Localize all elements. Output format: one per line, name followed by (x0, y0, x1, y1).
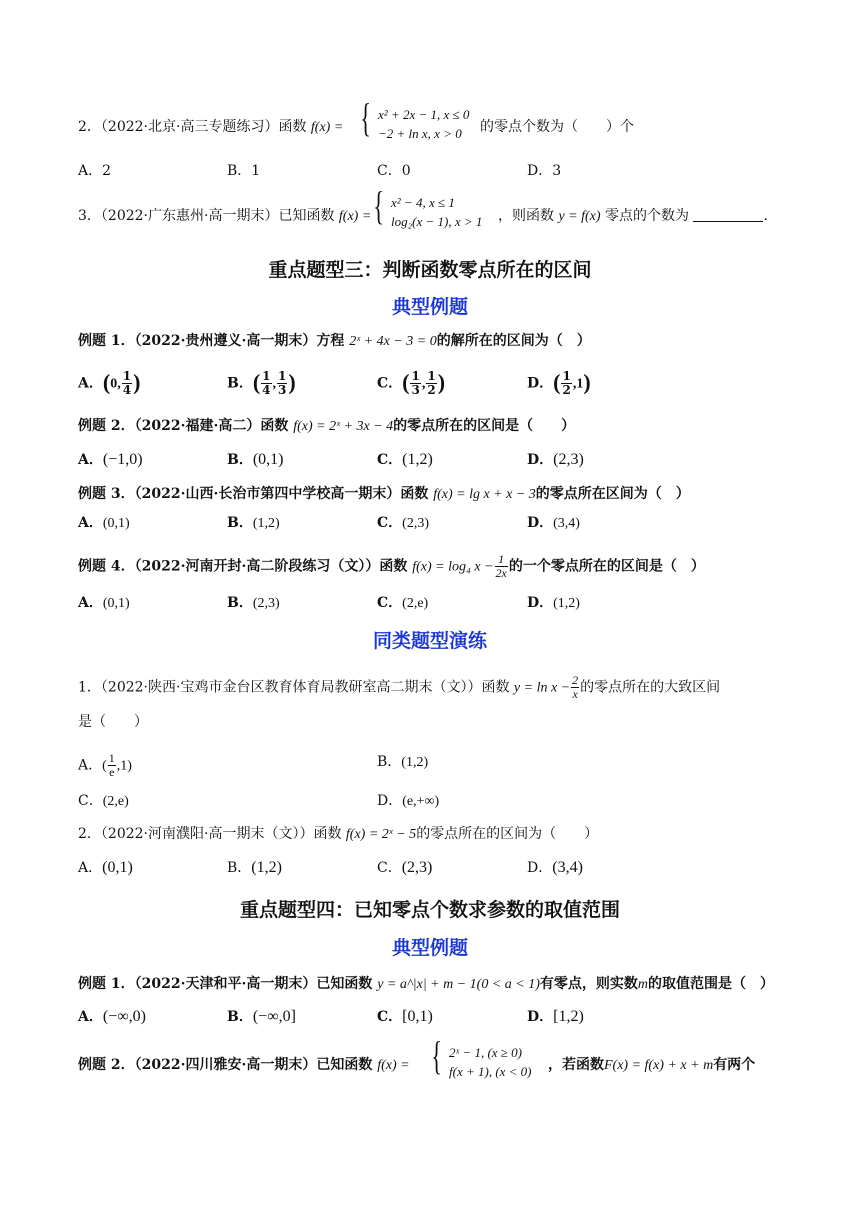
practice-2 (78, 824, 598, 845)
period: . (763, 208, 768, 224)
subsection-title: 同类题型演练 (372, 630, 487, 652)
problem-tail: 的零点所在的大致区间 (580, 679, 721, 696)
function-expr: y = f(x) (558, 209, 601, 224)
example-label: 例题 2．（2022·四川雅安·高一期末）已知函数 (78, 1057, 373, 1073)
option-label: B． (227, 375, 253, 392)
option-label: C． (377, 452, 403, 468)
q2-option-a (78, 858, 133, 878)
option-label: C． (377, 860, 402, 876)
option-value: (0,1) (102, 859, 133, 876)
option-value: [1,2) (553, 1008, 584, 1025)
q2-option-c (377, 858, 432, 878)
ex4-option-c (377, 593, 428, 614)
piecewise-brace: { (431, 1033, 442, 1078)
q2-option-b (227, 858, 282, 878)
q1-option-c (78, 791, 129, 812)
ex4-option-b (227, 593, 280, 614)
problem-number: 3． (78, 208, 101, 224)
option-value: (2,3) (252, 596, 280, 611)
option-value: [0,1) (402, 1008, 433, 1025)
example-4: 例题 4．（2022·河南开封·高二阶段练习（文））函数 f(x) = log₄ x − $\frac{1}{2x}$ 的一个零点所在的区间是（ ） (78, 552, 705, 580)
sec4-ex1-option-d (527, 1007, 584, 1027)
ex1-option-d: D．( $\frac{1}{2}$ ,1) (527, 369, 591, 397)
problem-number: 1． (78, 679, 101, 696)
option-label: C． (78, 793, 103, 809)
ex3-option-a (78, 513, 130, 534)
option-label: D． (377, 793, 403, 809)
equation: f(x) = lg x + x − 3 (433, 487, 536, 502)
case-1: 2ˣ − 1, (x ≥ 0) (449, 1045, 523, 1060)
ex2-option-b (227, 450, 284, 470)
option-label: D． (527, 595, 554, 611)
ex1-option-a: A．(0, $\frac{1}{4}$ ) (78, 369, 141, 397)
equation: f(x) = 2ˣ − 5 (345, 827, 417, 842)
example-1 (78, 331, 591, 352)
problem-number: 2． (78, 826, 101, 842)
option-label: C． (377, 595, 403, 611)
option-label: C． (377, 515, 403, 531)
problem-tail: 的零点所在的区间为（ ） (416, 826, 599, 842)
function-label: f(x) = (377, 1058, 410, 1073)
option-value: (1,2) (401, 755, 429, 770)
q1-option-b (377, 752, 428, 773)
q2-option-d (527, 858, 583, 878)
example-label: 例题 3．（2022·山西·长治市第四中学校高一期末）函数 (78, 486, 429, 502)
option-value: (−∞,0] (252, 1008, 296, 1025)
option-value: (e,+∞) (402, 794, 440, 809)
option-value: (0,1) (102, 516, 130, 531)
tail-text: ，则函数 (498, 208, 554, 224)
problem-tail: 的零点个数为（ ）个 (480, 119, 634, 135)
ex3-option-c (377, 513, 429, 534)
option-b: B．1 (227, 163, 261, 179)
option-value: (3,4) (552, 859, 583, 876)
tail-text: 零点的个数为 (605, 208, 689, 224)
equation: f(x) = 2ˣ + 3x − 4 (293, 419, 394, 434)
piecewise-brace: { (360, 95, 371, 140)
example-tail: 的零点所在的区间是（ ） (393, 418, 576, 434)
ex1-option-c: C．( $\frac{1}{3}$ , $\frac{1}{2}$ ) (377, 369, 446, 397)
option-value: (−∞,0) (102, 1008, 146, 1025)
option-c: C．0 (377, 163, 411, 179)
option-label: B． (227, 452, 253, 468)
example-tail: 的零点所在区间为（ ） (535, 486, 690, 502)
q1-option-a: A．( $\frac{1}{e}$ ,1) (78, 751, 132, 779)
problem-2-line (78, 117, 343, 138)
option-value: (1,2) (553, 596, 580, 611)
problem-number: 2． (78, 119, 101, 135)
case-2: log₂(x − 1), x > 1 (391, 214, 483, 229)
option-label: A． (78, 860, 103, 876)
sec4-example-1 (78, 974, 774, 995)
variable: m (637, 977, 649, 992)
option-label: A． (78, 515, 103, 531)
option-a: A．2 (78, 163, 112, 179)
equation: F(x) = f(x) + x + m (604, 1058, 714, 1073)
option-label: D． (527, 375, 554, 392)
section-title: 重点题型三：判断函数零点所在的区间 (268, 259, 592, 281)
problem-source: （2022·北京·高三专题练习）函数 (100, 119, 307, 135)
problem-3-line (78, 206, 371, 227)
ex4-option-a (78, 593, 130, 614)
piecewise-cases (378, 105, 469, 143)
ex2-option-a (78, 450, 143, 470)
option-label: D． (527, 515, 554, 531)
sec4-example-2 (78, 1055, 410, 1076)
problem-source: （2022·广东惠州·高一期末）已知函数 (100, 208, 335, 224)
example-tail: 的一个零点所在的区间是（ ） (508, 558, 705, 575)
option-label: B． (227, 515, 253, 531)
subsection-title: 典型例题 (391, 937, 468, 959)
q1-option-d (377, 791, 439, 812)
example-tail: 的取值范围是（ ） (648, 976, 775, 992)
case-2: −2 + ln x, x > 0 (378, 126, 462, 141)
case-1: x² + 2x − 1, x ≤ 0 (378, 107, 470, 122)
option-label: D． (527, 452, 554, 468)
option-value: (0,1) (102, 596, 130, 611)
option-value: (−1,0) (102, 451, 143, 468)
case-2: f(x + 1), (x < 0) (449, 1064, 532, 1079)
example-label: 例题 2．（2022·福建·高二）函数 (78, 418, 289, 434)
example-3 (78, 484, 690, 505)
option-value: (1,2) (252, 516, 280, 531)
problem-source: （2022·陕西·宝鸡市金台区教育体育局教研室高二期末（文））函数 (100, 679, 510, 696)
equation: y = ln x − (513, 680, 571, 696)
example-tail: 的解所在的区间为（ ） (436, 333, 591, 349)
practice-1-line2: 是（ ） (78, 714, 148, 730)
sec4-ex1-option-a (78, 1007, 146, 1027)
practice-1: 1．（2022·陕西·宝鸡市金台区教育体育局教研室高二期末（文））函数 y = ln x − $\frac{2}{x}$ 的零点所在的大致区间 (78, 673, 721, 701)
option-label: B． (377, 754, 402, 770)
example-2 (78, 416, 575, 437)
subsection-title: 典型例题 (391, 296, 468, 318)
sec4-example-2-tail (548, 1055, 755, 1076)
option-label: D． (527, 860, 553, 876)
equation: f(x) = log₄ x − (412, 559, 494, 575)
equation: y = a^|x| + m − 1(0 < a < 1) (377, 977, 540, 992)
option-value: (2,e) (402, 596, 429, 611)
option-label: A． (78, 595, 103, 611)
section-title: 重点题型四：已知零点个数求参数的取值范围 (239, 899, 620, 921)
ex3-option-b (227, 513, 280, 534)
ex1-option-b: B．( $\frac{1}{4}$ , $\frac{1}{3}$ ) (227, 369, 296, 397)
case-1: x² − 4, x ≤ 1 (391, 195, 455, 210)
example-tail: ，若函数 (548, 1057, 604, 1073)
option-label: A． (78, 1009, 103, 1025)
option-label: B． (227, 595, 253, 611)
option-value: (1,2) (402, 451, 433, 468)
piecewise-cases (391, 193, 482, 231)
ex3-option-d (527, 513, 580, 534)
piecewise-cases (449, 1043, 532, 1081)
option-value: (1,2) (251, 859, 282, 876)
sec4-ex1-option-c (377, 1007, 433, 1027)
ex4-option-d (527, 593, 580, 614)
option-label: A． (78, 757, 103, 774)
option-label: C． (377, 1009, 403, 1025)
problem-3-tail (498, 206, 768, 227)
ex2-option-c (377, 450, 433, 470)
example-tail: 有两个 (713, 1057, 756, 1073)
option-label: D． (527, 1009, 554, 1025)
option-label: B． (227, 1009, 253, 1025)
sec4-ex1-option-b (227, 1007, 296, 1027)
option-value: (2,3) (553, 451, 584, 468)
option-value: (3,4) (553, 516, 580, 531)
function-label: f(x) = (310, 120, 344, 135)
option-label: B． (227, 860, 252, 876)
option-value: (2,e) (102, 794, 129, 809)
option-label: A． (78, 452, 103, 468)
example-label: 例题 1．（2022·天津和平·高一期末）已知函数 (78, 976, 373, 992)
answer-blank[interactable] (693, 207, 763, 222)
problem-source: （2022·河南濮阳·高一期末（文））函数 (100, 826, 342, 842)
ex2-option-d (527, 450, 584, 470)
function-label: f(x) = (338, 209, 372, 224)
option-value: (2,3) (401, 859, 433, 876)
piecewise-brace: { (373, 183, 384, 228)
equation: 2ˣ + 4x − 3 = 0 (349, 334, 437, 349)
option-value: (2,3) (402, 516, 429, 531)
option-label: C． (377, 375, 403, 392)
option-d: D．3 (527, 163, 562, 179)
option-label: A． (78, 375, 103, 392)
example-tail: 有零点，则实数 (539, 976, 638, 992)
example-label: 例题 1．（2022·贵州遵义·高一期末）方程 (78, 333, 345, 349)
example-label: 例题 4．（2022·河南开封·高二阶段练习（文））函数 (78, 558, 408, 575)
option-value: (0,1) (252, 451, 284, 468)
